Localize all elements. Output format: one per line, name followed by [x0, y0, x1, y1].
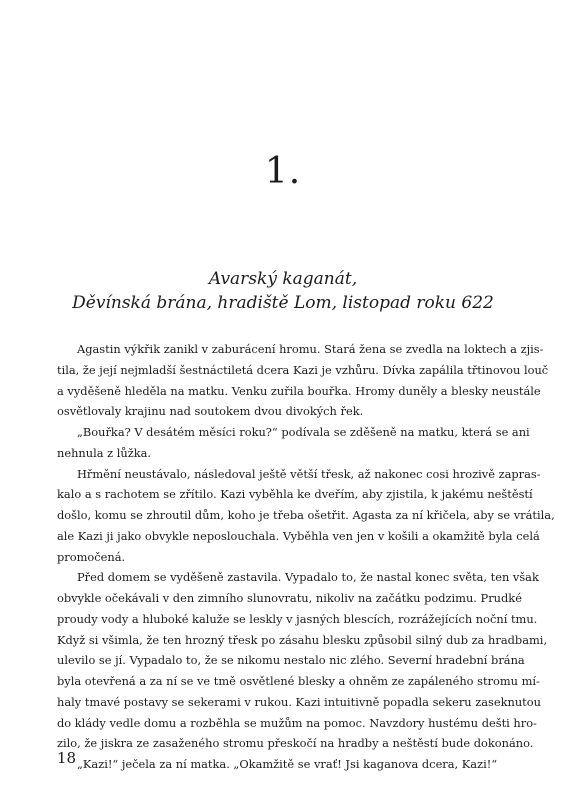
text-line: tila, že její nejmladší šestnáctiletá dcera Kazi je vzhůru. Dívka zapálila třtinovou louč [57, 362, 549, 377]
text-line: proudy vody a hluboké kaluže se leskly v jasných blescích, rozrážejících noční tmu. [57, 611, 538, 626]
text-line: haly tmavé postavy se sekerami v rukou. Kazi intuitivně popadla sekeru zaseknutou [57, 694, 541, 709]
chapter-heading-line-1: Avarský kaganát, [208, 269, 358, 289]
text-line: ale Kazi ji jako obvykle neposlouchala. Vyběhla ven jen v košili a okamžitě byla celá [57, 528, 540, 543]
text-line: „Bouřka? V desátém měsíci roku?“ podívala se zděšeně na matku, která se ani [77, 425, 530, 439]
text-line: Agastin výkřik zanikl v zaburácení hromu. Stará žena se zvedla na loktech a zjis- [77, 342, 544, 356]
paragraph [57, 464, 555, 568]
text-line: obvykle očekávali v den zimního slunovratu, nikoliv na začátku podzimu. Prudké [57, 591, 522, 605]
text-line: Před domem se vyděšeně zastavila. Vypadalo to, že nastal konec světa, ten však [77, 570, 539, 585]
page-number: 18 [57, 749, 77, 767]
paragraph [57, 567, 548, 754]
text-line: osvětlovaly krajinu nad soutokem dvou divokých řek. [57, 404, 364, 419]
text-line: promočená. [57, 549, 126, 564]
body-text [57, 339, 555, 775]
chapter-heading-line-2: Děvínská brána, hradiště Lom, listopad roku 622 [72, 293, 494, 313]
paragraph [57, 339, 549, 422]
paragraph [57, 422, 530, 464]
text-line: Hřmění neustávalo, následoval ještě větší třesk, až nakonec cosi hrozivě zapras- [77, 466, 541, 481]
text-line: došlo, komu se zhroutil dům, koho je třeba ošetřit. Agasta za ní křičela, aby se vrátila, [57, 508, 555, 522]
paragraph [57, 754, 501, 775]
text-line: ulevilo se jí. Vypadalo to, že se nikomu nestalo nic zlého. Severní hradební brána [57, 653, 525, 668]
text-line: Když si všimla, že ten hrozný třesk po zásahu blesku způsobil silný dub za hradbami, [57, 632, 548, 647]
text-line: zilo, že jiskra ze zasaženého stromu přeskočí na hradby a neštěstí bude dokonáno. [57, 736, 534, 751]
text-line: byla otevřená a za ní se ve tmě osvětlené blesky a ohněm ze zapáleného stromu mí- [57, 674, 540, 688]
text-line: do klády vedle domu a rozběhla se mužům na pomoc. Navzdory hustému dešti hro- [57, 715, 537, 730]
text-line: nehnula z lůžka. [57, 445, 152, 460]
text-line: a vyděšeně hleděla na matku. Venku zuřila bouřka. Hromy duněly a blesky neustále [57, 383, 541, 398]
chapter-number: 1. [264, 151, 302, 192]
chapter-heading [0, 267, 566, 315]
text-line: kalo a s rachotem se zřítilo. Kazi vyběhla ke dveřím, aby zjistila, k jakému neštěstí [57, 487, 533, 502]
text-line: „Kazi!“ ječela za ní matka. „Okamžitě se vrať! Jsi kaganova dcera, Kazi!“ [77, 757, 498, 771]
